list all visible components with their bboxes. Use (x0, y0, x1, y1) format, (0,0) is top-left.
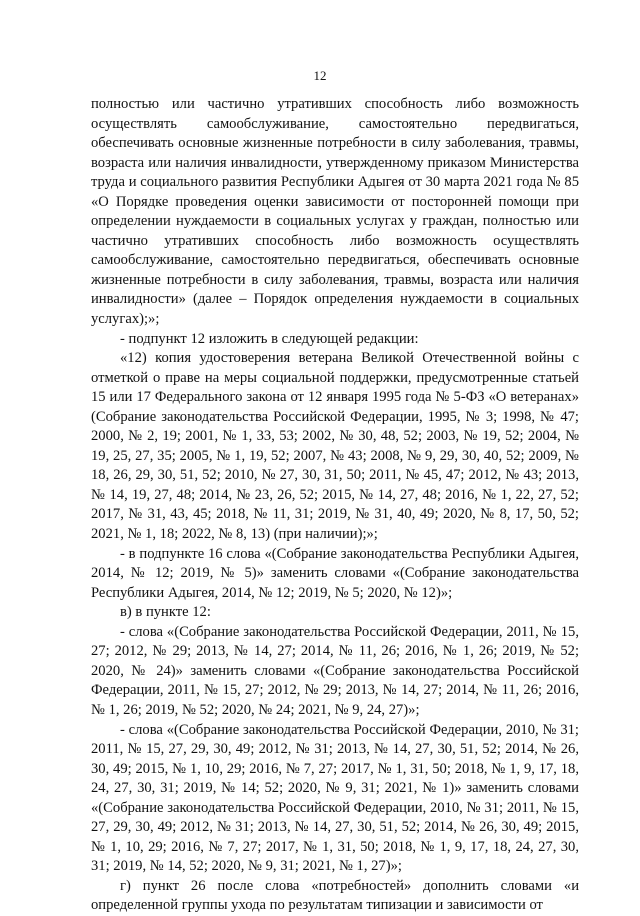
page-number: 12 (313, 68, 327, 83)
paragraph-continuation: полностью или частично утративших способность либо возможность осуществлять самообслуживание, самостоятельно передвигаться, обеспечивать основные жизненные потребности в силу заболевания, травмы, возраста или наличия инвалидности, утвержденному приказом Министерства труда и социального развития Республики Адыгея от 30 марта 2021 года № 85 «О Порядке проведения оценки зависимости от посторонней помощи при определении нуждаемости в социальных услугах у граждан, полностью или частично утративших способность либо возможность осуществлять самообслуживание, самостоятельно передвигаться, обеспечивать основные жизненные потребности в силу заболевания, травмы, возраста или наличия инвалидности» (далее – Порядок определения нуждаемости в социальных услугах);»; (91, 96, 579, 328)
document-body (91, 95, 579, 916)
paragraph-point-12-heading: в) в пункте 12: (120, 604, 211, 621)
paragraph-point-26: г) пункт 26 после слова «потребностей» дополнить словами «и определенной группы ухода по результатам типизации и зависимости от (91, 877, 579, 914)
paragraph-subpoint-16: - в подпункте 16 слова «(Собрание законодательства Республики Адыгея, 2014, № 12; 2019, № 5)» заменить словами «(Собрание законодательства Республики Адыгея, 2014, № 12; 2019, № 5; 2020, № 12)»; (91, 545, 579, 601)
paragraph-point-12-first-replacement: - слова «(Собрание законодательства Российской Федерации, 2011, № 15, 27; 2012, № 29; 2013, № 14, 27; 2014, № 11, 26; 2016, № 1, 26; 2019, № 52; 2020, № 24)» заменить словами «(Собрание законодательства Российской Федерации, 2011, № 15, 27; 2012, № 29; 2013, № 14, 27; 2014, № 11, 26; 2016, № 1, 26; 2019, № 52; 2020, № 24; 2021, № 9, 24, 27)»; (91, 623, 579, 718)
paragraph-subpoint-12-intro: - подпункт 12 изложить в следующей редакции: (120, 330, 419, 347)
paragraph-point-12-second-replacement: - слова «(Собрание законодательства Российской Федерации, 2010, № 31; 2011, № 15, 27, 29, 30, 49; 2012, № 31; 2013, № 14, 27, 30, 51, 52; 2014, № 26, 30, 49; 2015, № 1, 10, 29; 2016, № 7, 27; 2017, № 1, 31, 50; 2018, № 1, 9, 17, 18, 24, 27, 30, 31; 2019, № 14; 52; 2020, № 9, 31; 2021, № 1)» заменить словами «(Собрание законодательства Российской Федерации, 2010, № 31; 2011, № 15, 27, 29, 30, 49; 2012, № 31; 2013, № 14, 27, 30, 51, 52; 2014, № 26, 30, 49; 2015, № 1, 10, 29; 2016, № 7, 27; 2017, № 1, 31, 50; 2018, № 1, 9, 17, 18, 24, 27, 30, 31; 2019, № 14, 52; 2020, № 9, 31; 2021, № 1, 27)»; (91, 721, 579, 875)
paragraph-subpoint-12-text: «12) копия удостоверения ветерана Великой Отечественной войны с отметкой о праве на меры социальной поддержки, предусмотренные статьей 15 или 17 Федерального закона от 12 января 1995 года № 5-ФЗ «О ветеранах» (Собрание законодательства Российской Федерации, 1995, № 3; 1998, № 47; 2000, № 2, 19; 2001, № 1, 33, 53; 2002, № 30, 48, 52; 2003, № 19, 52; 2004, № 19, 25, 27, 35; 2005, № 1, 19, 52; 2007, № 43; 2008, № 9, 29, 30, 40, 52; 2009, № 18, 26, 29, 30, 51, 52; 2010, № 27, 30, 31, 50; 2011, № 45, 47; 2012, № 43; 2013, № 14, 19, 27, 48; 2014, № 23, 26, 52; 2015, № 14, 27, 48; 2016, № 1, 22, 27, 52; 2017, № 31, 43, 45; 2018, № 11, 31; 2019, № 31, 40, 49; 2020, № 8, 17, 50, 52; 2021, № 1, 18; 2022, № 8, 13) (при наличии);»; (91, 350, 579, 543)
